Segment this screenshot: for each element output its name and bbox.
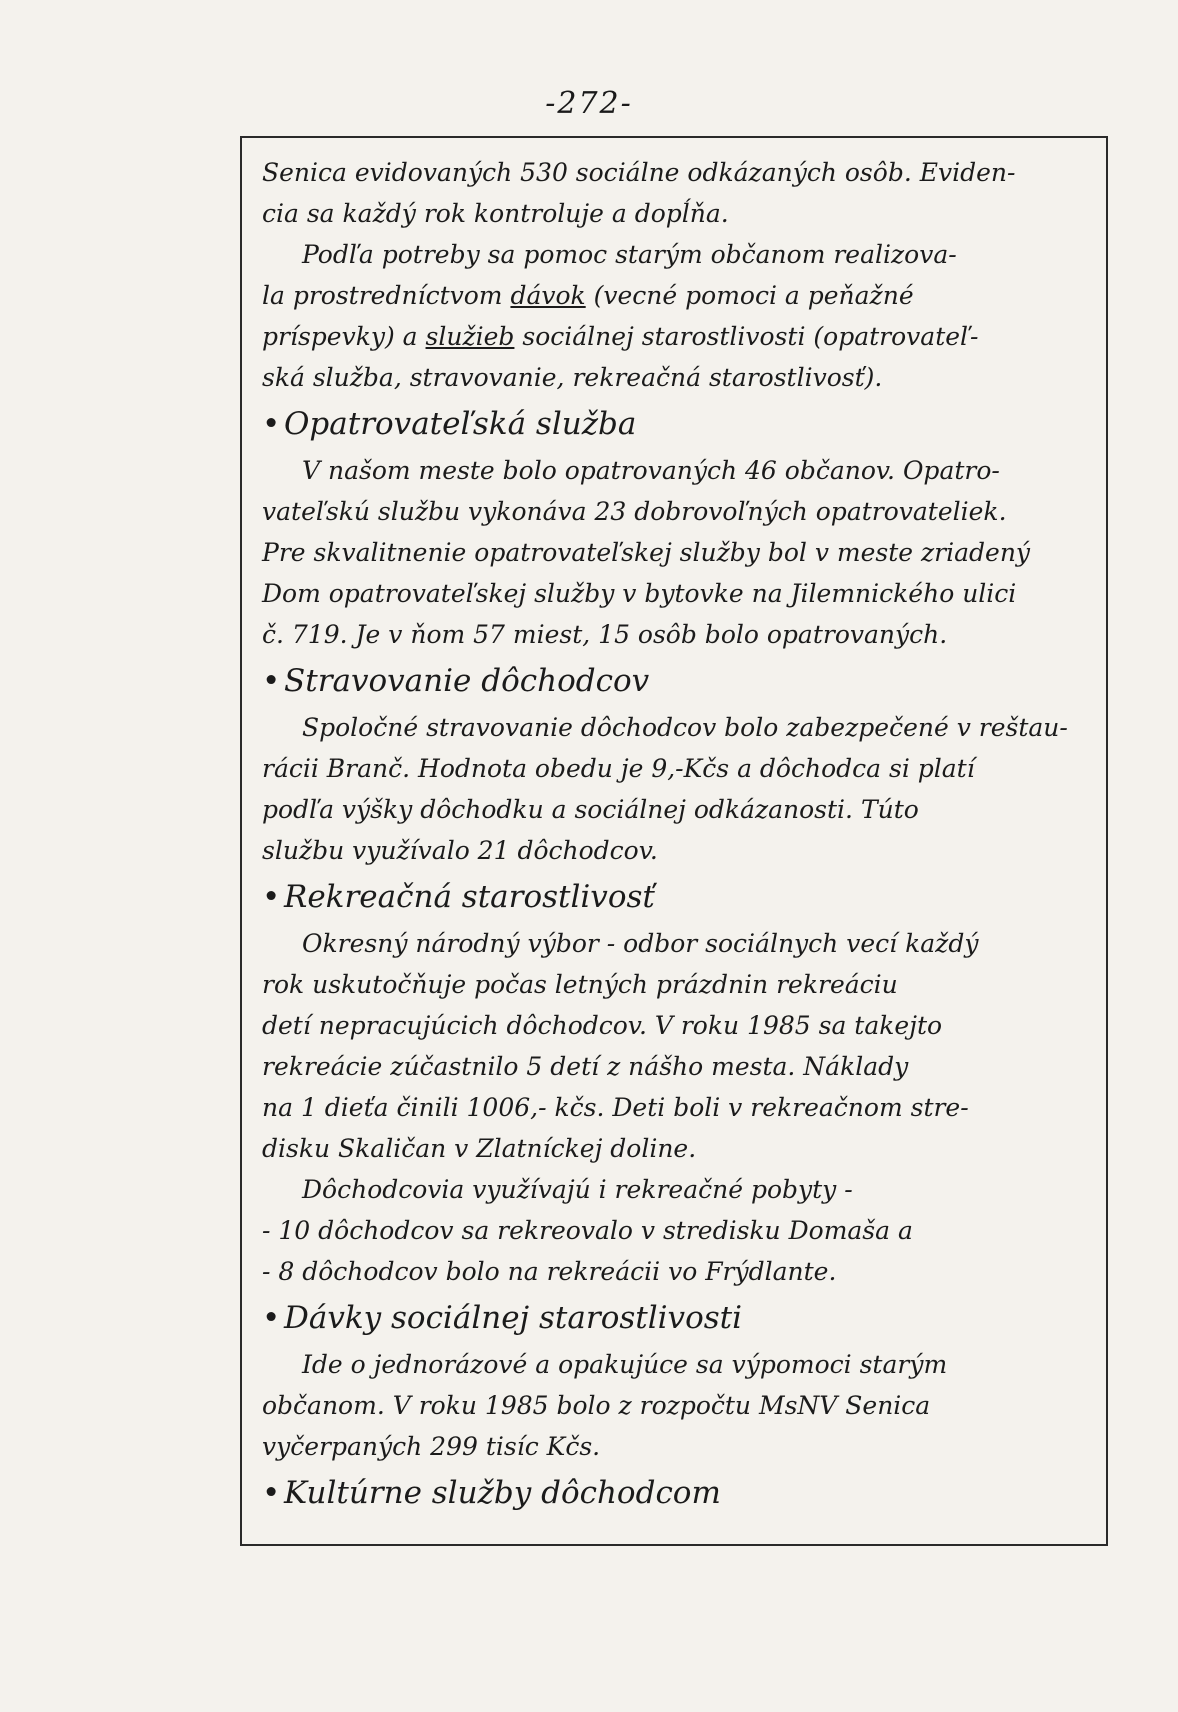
text-line: cia sa každý rok kontroluje a dopĺňa. xyxy=(262,199,729,228)
text-line: - 10 dôchodcov sa rekreovalo v stredisku Domaša a xyxy=(262,1216,913,1245)
text-line: Spoločné stravovanie dôchodcov bolo zabezpečené v reštau- xyxy=(302,713,1068,742)
bullet: • xyxy=(262,879,281,915)
section-heading: • Kultúrne služby dôchodcom xyxy=(262,1467,1098,1519)
text-line: rácii Branč. Hodnota obedu je 9,-Kčs a dôchodca si platí xyxy=(262,754,975,783)
text-line: vateľskú službu vykonáva 23 dobrovoľných opatrovateliek. xyxy=(262,497,1007,526)
section-heading: • Dávky sociálnej starostlivosti xyxy=(262,1292,1098,1344)
handwritten-text xyxy=(262,152,1098,1519)
text-line: Senica evidovaných 530 sociálne odkázaných osôb. Eviden- xyxy=(262,158,1016,187)
text-line: Podľa potreby sa pomoc starým občanom realizova- xyxy=(302,240,957,269)
text-line: rekreácie zúčastnilo 5 detí z nášho mesta. Náklady xyxy=(262,1052,909,1081)
text-line: detí nepracujúcich dôchodcov. V roku 1985 sa takejto xyxy=(262,1011,943,1040)
text-line: podľa výšky dôchodku a sociálnej odkázanosti. Túto xyxy=(262,795,919,824)
underlined-word: služieb xyxy=(425,322,515,351)
underlined-word: dávok xyxy=(510,281,586,310)
bullet: • xyxy=(262,406,281,442)
page-number: -272- xyxy=(545,86,633,121)
text-line: ská služba, stravovanie, rekreačná starostlivosť). xyxy=(262,363,883,392)
text-line: vyčerpaných 299 tisíc Kčs. xyxy=(262,1432,601,1461)
section-heading: • Rekreačná starostlivosť xyxy=(262,871,1098,923)
text-line: príspevky) a služieb sociálnej starostlivosti (opatrovateľ- xyxy=(262,322,979,351)
text-line: disku Skaličan v Zlatníckej doline. xyxy=(262,1134,697,1163)
section-heading: • Stravovanie dôchodcov xyxy=(262,655,1098,707)
text-line: rok uskutočňuje počas letných prázdnin rekreáciu xyxy=(262,970,898,999)
text-line: Ide o jednorázové a opakujúce sa výpomoci starým xyxy=(302,1350,948,1379)
text-line: Pre skvalitnenie opatrovateľskej služby bol v meste zriadený xyxy=(262,538,1031,567)
text-line: Dom opatrovateľskej služby v bytovke na Jilemnického ulici xyxy=(262,579,1017,608)
text-line: na 1 dieťa činili 1006,- kčs. Deti boli v rekreačnom stre- xyxy=(262,1093,969,1122)
bullet: • xyxy=(262,1475,281,1511)
text-line: službu využívalo 21 dôchodcov. xyxy=(262,836,658,865)
text-line: V našom meste bolo opatrovaných 46 občanov. Opatro- xyxy=(302,456,1000,485)
text-line: občanom. V roku 1985 bolo z rozpočtu MsNV Senica xyxy=(262,1391,931,1420)
text-line: Okresný národný výbor - odbor sociálnych vecí každý xyxy=(302,929,979,958)
bullet: • xyxy=(262,663,281,699)
text-line: č. 719. Je v ňom 57 miest, 15 osôb bolo opatrovaných. xyxy=(262,620,948,649)
text-line: Dôchodcovia využívajú i rekreačné pobyty - xyxy=(302,1175,853,1204)
text-line: la prostredníctvom dávok (vecné pomoci a peňažné xyxy=(262,281,914,310)
bullet: • xyxy=(262,1300,281,1336)
section-heading: • Opatrovateľská služba xyxy=(262,398,1098,450)
text-line: - 8 dôchodcov bolo na rekreácii vo Frýdlante. xyxy=(262,1257,837,1286)
